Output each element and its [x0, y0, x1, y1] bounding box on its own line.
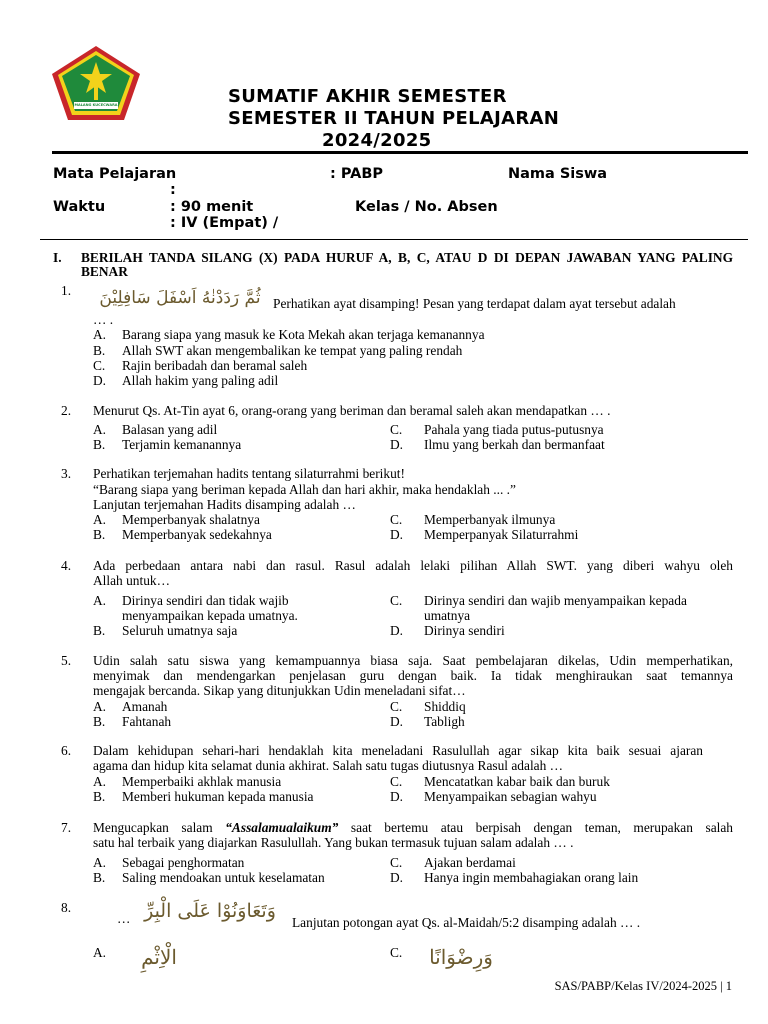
- q4-option-c-letter: C.: [390, 593, 403, 608]
- q3-line-1: Perhatikan terjemahan hadits tentang silaturrahmi berikut!: [93, 466, 405, 481]
- q5-option-c[interactable]: Shiddiq: [424, 699, 466, 714]
- q5-option-b-letter: B.: [93, 714, 106, 729]
- q8-option-c-letter: C.: [390, 945, 403, 960]
- title-line-3: 2024/2025: [322, 130, 432, 151]
- q4-line-1: Ada perbedaan antara nabi dan rasul. Rasul adalah lelaki pilihan Allah SWT. yang diberi wahyu oleh: [93, 558, 733, 573]
- pentagon-emblem-icon: [50, 44, 142, 122]
- q6-line-2: agama dan hidup kita selamat dunia akhirat. Salah satu tugas diutusnya Rasul adalah …: [93, 758, 564, 773]
- q5-option-b[interactable]: Fahtanah: [122, 714, 172, 729]
- q2-option-d[interactable]: Ilmu yang berkah dan bermanfaat: [424, 437, 605, 452]
- q6-option-b-letter: B.: [93, 789, 106, 804]
- q4-option-b-letter: B.: [93, 623, 106, 638]
- q3-option-c[interactable]: Memperbanyak ilmunya: [424, 512, 556, 527]
- q8-number: 8.: [61, 900, 72, 915]
- q5-line-1: Udin salah satu siswa yang kemampuannya biasa saja. Saat pembelajaran dikelas, Udin memperhatikan,: [93, 653, 733, 668]
- q1-arabic-verse: ثُمَّ رَدَدْنٰهُ اَسْفَلَ سَافِلِيْنَ: [99, 288, 261, 308]
- q4-option-b[interactable]: Seluruh umatnya saja: [122, 623, 238, 638]
- q5-number: 5.: [61, 653, 72, 668]
- q7-line-2: satu hal terbaik yang diajarkan Rasulullah. Yang bukan termasuk tujuan salam adalah … .: [93, 835, 574, 850]
- q7-number: 7.: [61, 820, 72, 835]
- q2-number: 2.: [61, 403, 72, 418]
- q6-option-a[interactable]: Memperbaiki akhlak manusia: [122, 774, 282, 789]
- q8-arabic-verse: وَتَعَاوَنُوْا عَلَى الْبِرِّ: [144, 900, 276, 922]
- q5-line-3: mengajak bercanda. Sikap yang ditunjukkan Udin meneladani sifat…: [93, 683, 466, 698]
- q8-question: Lanjutan potongan ayat Qs. al-Maidah/5:2 disamping adalah … .: [292, 915, 641, 930]
- q3-line-2: “Barang siapa yang beriman kepada Allah dan hari akhir, maka hendaklah ... .”: [93, 482, 516, 497]
- header-divider: [52, 151, 748, 154]
- q3-option-d[interactable]: Memperpanyak Silaturrahmi: [424, 527, 579, 542]
- page-footer: SAS/PABP/Kelas IV/2024-2025 | 1: [554, 979, 732, 993]
- q6-number: 6.: [61, 743, 72, 758]
- q6-option-c-letter: C.: [390, 774, 403, 789]
- q5-option-a[interactable]: Amanah: [122, 699, 168, 714]
- q7-option-c[interactable]: Ajakan berdamai: [424, 855, 516, 870]
- q1-option-c[interactable]: Rajin beribadah dan beramal saleh: [122, 358, 308, 373]
- title-line-1: SUMATIF AKHIR SEMESTER: [228, 86, 507, 107]
- q2-option-c-letter: C.: [390, 422, 403, 437]
- q6-option-c[interactable]: Mencatatkan kabar baik dan buruk: [424, 774, 610, 789]
- q6-option-a-letter: A.: [93, 774, 107, 789]
- q6-line-1: Dalam kehidupan sehari-hari hendaklah kita meneladani Rasulullah agar sikap kita baik sesuai ajaran: [93, 743, 703, 758]
- q2-option-c[interactable]: Pahala yang tiada putus-putusnya: [424, 422, 604, 437]
- q8-ellipsis: …: [117, 911, 131, 926]
- q8-option-a-arabic[interactable]: الْاِثْمِ: [141, 945, 177, 969]
- q2-question: Menurut Qs. At-Tin ayat 6, orang-orang yang beriman dan beramal saleh akan mendapatkan … .: [93, 403, 611, 418]
- q4-option-a-line-1[interactable]: Dirinya sendiri dan tidak wajib: [122, 593, 289, 608]
- waktu-label: Waktu: [53, 199, 106, 215]
- mapel-value: : PABP: [330, 166, 384, 182]
- q3-option-a[interactable]: Memperbanyak shalatnya: [122, 512, 260, 527]
- q1-number: 1.: [61, 283, 72, 298]
- waktu-value: : 90 menit: [170, 199, 254, 215]
- nama-label: Nama Siswa: [508, 166, 608, 182]
- q3-line-3: Lanjutan terjemahan Hadits disamping adalah …: [93, 497, 356, 512]
- q3-number: 3.: [61, 466, 72, 481]
- q5-option-c-letter: C.: [390, 699, 403, 714]
- section-instruction: BERILAH TANDA SILANG (X) PADA HURUF A, B, C, ATAU D DI DEPAN JAWABAN YANG PALING BENAR: [81, 250, 733, 279]
- q1-option-d-letter: D.: [93, 373, 107, 388]
- q7-option-a[interactable]: Sebagai penghormatan: [122, 855, 245, 870]
- q4-line-2: Allah untuk…: [93, 573, 170, 588]
- q7-option-b[interactable]: Saling mendoakan untuk keselamatan: [122, 870, 325, 885]
- q1-option-b-letter: B.: [93, 343, 106, 358]
- q7-line-1: [93, 820, 733, 836]
- q5-option-d[interactable]: Tabligh: [424, 714, 465, 729]
- q3-option-b-letter: B.: [93, 527, 106, 542]
- q7-option-b-letter: B.: [93, 870, 106, 885]
- q4-option-c-line-2[interactable]: umatnya: [424, 608, 471, 623]
- q7-text-pre: Mengucapkan salam: [93, 820, 226, 835]
- q6-option-d[interactable]: Menyampaikan sebagian wahyu: [424, 789, 597, 804]
- q1-option-d[interactable]: Allah hakim yang paling adil: [122, 373, 279, 388]
- q5-option-a-letter: A.: [93, 699, 107, 714]
- q7-option-c-letter: C.: [390, 855, 403, 870]
- q6-option-d-letter: D.: [390, 789, 404, 804]
- section-number: I.: [53, 250, 62, 265]
- q4-option-a-letter: A.: [93, 593, 107, 608]
- q1-option-c-letter: C.: [93, 358, 106, 373]
- q1-option-b[interactable]: Allah SWT akan mengembalikan ke tempat yang paling rendah: [122, 343, 463, 358]
- q2-option-a-letter: A.: [93, 422, 107, 437]
- q7-text-post: saat bertemu atau berpisah dengan teman, merupakan salah: [338, 820, 734, 835]
- q3-option-b[interactable]: Memperbanyak sedekahnya: [122, 527, 272, 542]
- q8-option-a-letter: A.: [93, 945, 107, 960]
- q5-line-2: menyimak dan mendengarkan penjelasan guru dengan baik. Ia tidak menghiraukan saat temannya: [93, 668, 733, 683]
- nama-colon: :: [170, 182, 176, 198]
- kelas-value: : IV (Empat) /: [170, 215, 279, 231]
- mapel-label: Mata Pelajaran: [53, 166, 177, 182]
- logo-text: MALANG KUCECWARA: [74, 103, 118, 107]
- q3-option-a-letter: A.: [93, 512, 107, 527]
- q6-option-b[interactable]: Memberi hukuman kepada manusia: [122, 789, 314, 804]
- q1-option-a[interactable]: Barang siapa yang masuk ke Kota Mekah akan terjaga kemanannya: [122, 327, 485, 342]
- q2-option-d-letter: D.: [390, 437, 404, 452]
- q7-option-a-letter: A.: [93, 855, 107, 870]
- school-logo: [50, 44, 142, 122]
- q1-option-a-letter: A.: [93, 327, 107, 342]
- q7-salam: “Assalamualaikum”: [225, 820, 339, 835]
- kelas-label: Kelas / No. Absen: [355, 199, 498, 215]
- q1-question-end: … .: [93, 312, 114, 327]
- q7-option-d[interactable]: Hanya ingin membahagiakan orang lain: [424, 870, 639, 885]
- q4-number: 4.: [61, 558, 72, 573]
- q8-option-c-arabic[interactable]: وَرِضْوَانًا: [429, 945, 493, 969]
- info-divider: [40, 239, 748, 240]
- q4-option-a-line-2[interactable]: menyampaikan kepada umatnya.: [122, 608, 298, 623]
- q3-option-d-letter: D.: [390, 527, 404, 542]
- q2-option-b-letter: B.: [93, 437, 106, 452]
- q4-option-c-line-1[interactable]: Dirinya sendiri dan wajib menyampaikan kepada: [424, 593, 687, 608]
- q4-option-d-letter: D.: [390, 623, 404, 638]
- q7-option-d-letter: D.: [390, 870, 404, 885]
- q2-option-a[interactable]: Balasan yang adil: [122, 422, 218, 437]
- q2-option-b[interactable]: Terjamin kemanannya: [122, 437, 242, 452]
- q4-option-d[interactable]: Dirinya sendiri: [424, 623, 505, 638]
- title-line-2: SEMESTER II TAHUN PELAJARAN: [228, 108, 560, 129]
- q5-option-d-letter: D.: [390, 714, 404, 729]
- q1-question: Perhatikan ayat disamping! Pesan yang terdapat dalam ayat tersebut adalah: [273, 296, 676, 311]
- q3-option-c-letter: C.: [390, 512, 403, 527]
